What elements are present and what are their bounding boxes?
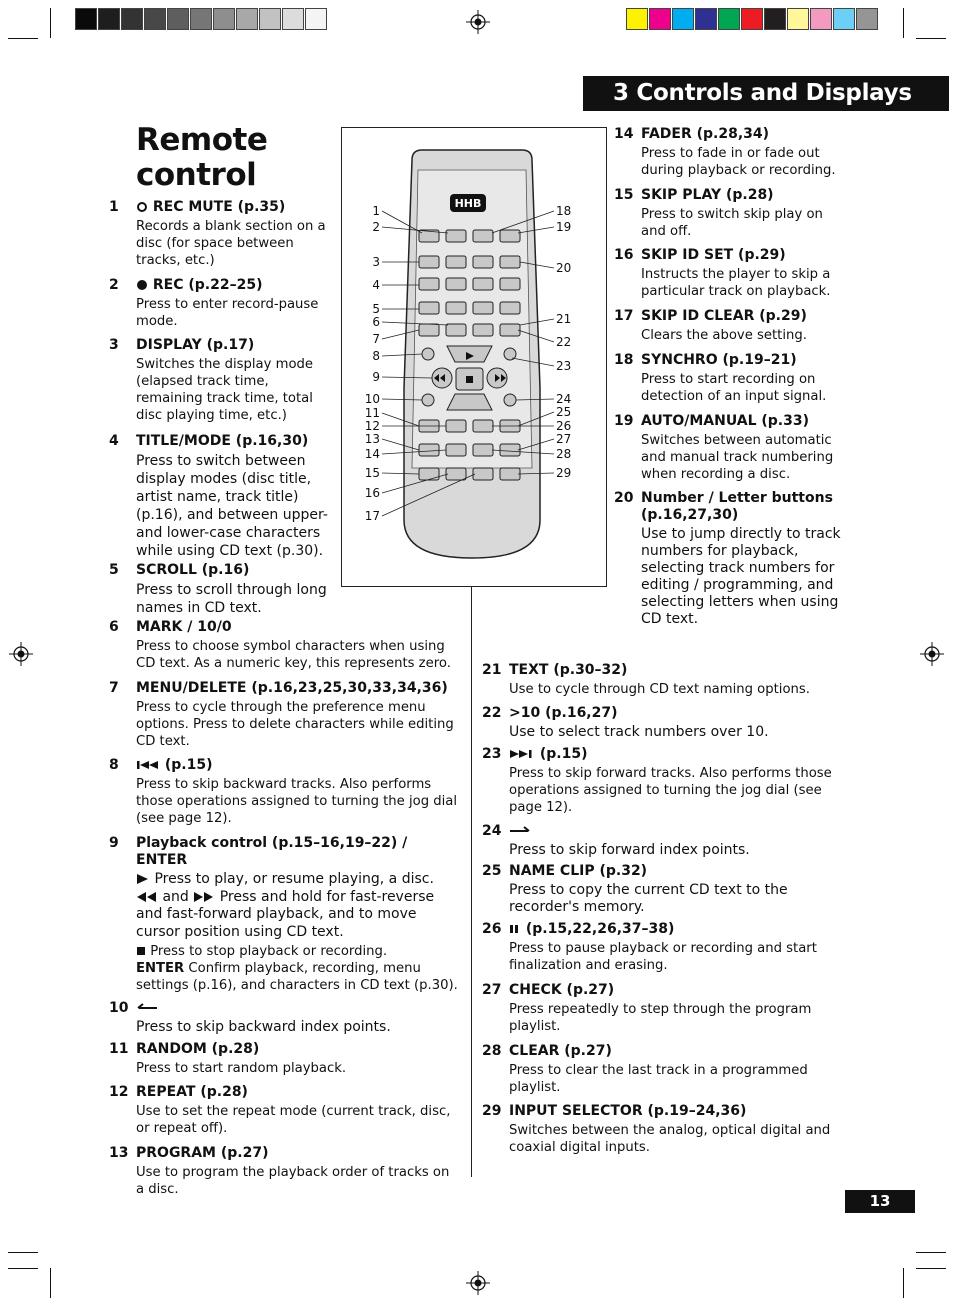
item-number: 12	[109, 1084, 129, 1100]
item-15	[614, 187, 841, 240]
item-number: 27	[482, 982, 502, 998]
enter-description: Confirm playback, recording, menu settings (p.16), and characters in CD text (p.30).	[136, 961, 458, 993]
callout-number: 6	[372, 315, 380, 329]
item-body: Records a blank section on a disc (for space between tracks, etc.)	[136, 219, 326, 268]
item-body: Press to skip forward tracks. Also performs those operations assigned to turning the jog dial (see page 12).	[509, 766, 832, 815]
callout-number: 2	[372, 220, 380, 234]
item-body: Press to switch skip play on and off.	[641, 207, 823, 239]
item-number: 19	[614, 413, 634, 429]
callout-number: 26	[556, 419, 572, 433]
item-13	[109, 1145, 461, 1198]
item-body: Use to cycle through CD text naming options.	[509, 682, 810, 697]
column-divider	[471, 587, 472, 1177]
item-title: INPUT SELECTOR (p.19–24,36)	[509, 1103, 747, 1119]
item-body: Use to jump directly to track numbers for playback, selecting track numbers for editing / programming, and selecting letters when using CD text.	[641, 526, 841, 627]
item-body: Switches the display mode (elapsed track time, remaining track time, total disc playing time, etc.)	[136, 357, 314, 423]
item-7	[109, 680, 461, 750]
skip-back-icon	[136, 760, 160, 770]
item-body: Press to cycle through the preference menu options. Press to delete characters while editing CD text.	[136, 700, 454, 749]
color-swatch	[787, 8, 809, 30]
item-title: RANDOM (p.28)	[136, 1041, 260, 1057]
color-swatch	[856, 8, 878, 30]
arrow-right-icon	[509, 826, 531, 836]
item-number: 15	[614, 187, 634, 203]
gray-swatch	[98, 8, 120, 30]
callout-number: 9	[372, 370, 380, 384]
registration-mark-icon	[466, 1271, 490, 1295]
callout-number: 14	[364, 447, 380, 461]
registration-mark-icon	[466, 10, 490, 34]
item-number: 25	[482, 863, 502, 879]
item-18	[614, 352, 841, 405]
item-title: REC MUTE (p.35)	[152, 199, 286, 215]
item-number: 22	[482, 705, 502, 721]
item-2	[109, 277, 336, 330]
item-number: 16	[614, 247, 634, 263]
item-body: Instructs the player to skip a particular track on playback.	[641, 267, 831, 299]
item-title: FADER (p.28,34)	[641, 126, 770, 142]
item-19	[614, 413, 841, 483]
gray-swatch	[121, 8, 143, 30]
filled-circle-icon	[136, 279, 148, 291]
item-17	[614, 308, 841, 344]
registration-mark-icon	[920, 642, 944, 666]
gray-swatch	[167, 8, 189, 30]
item-10	[109, 1000, 461, 1036]
gray-swatch	[305, 8, 327, 30]
callout-number: 4	[372, 278, 380, 292]
callout-number: 29	[556, 466, 572, 480]
color-swatch	[810, 8, 832, 30]
item-body: Press to skip forward index points.	[509, 842, 750, 858]
item-title: SKIP PLAY (p.28)	[641, 187, 774, 203]
arrow-left-icon	[136, 1003, 158, 1013]
callout-number: 12	[364, 419, 380, 433]
play-icon	[136, 874, 150, 884]
callout-number: 22	[556, 335, 572, 349]
item-number: 13	[109, 1145, 129, 1161]
rew-ff-description: Press and hold for fast-reverse and fast-forward playback, and to move cursor position using CD text.	[136, 888, 435, 940]
item-number: 17	[614, 308, 634, 324]
item-number: 29	[482, 1103, 502, 1119]
section-header: 3 Controls and Displays	[583, 76, 949, 111]
item-title: REPEAT (p.28)	[136, 1084, 248, 1100]
item-title: (p.15)	[539, 746, 588, 762]
item-28	[482, 1043, 839, 1096]
registration-mark-icon	[9, 642, 33, 666]
item-number: 21	[482, 662, 502, 678]
item-number: 11	[109, 1041, 129, 1057]
item-3	[109, 337, 326, 424]
stop-description: Press to stop playback or recording.	[150, 944, 388, 959]
item-title: SYNCHRO (p.19–21)	[641, 352, 797, 368]
item-22	[482, 705, 839, 741]
item-29	[482, 1103, 839, 1156]
remote-logo-text: HHB	[454, 197, 482, 210]
item-title: REC (p.22–25)	[152, 277, 263, 293]
item-body: Press to pause playback or recording and start finalization and erasing.	[509, 941, 817, 973]
item-body: Press to choose symbol characters when using CD text. As a numeric key, this represents zero.	[136, 639, 451, 671]
gray-swatch	[144, 8, 166, 30]
item-24	[482, 823, 839, 859]
item-number: 4	[109, 433, 119, 449]
open-circle-icon	[136, 201, 148, 213]
item-body: Press to start recording on detection of an input signal.	[641, 372, 827, 404]
callout-number: 7	[372, 332, 380, 346]
item-number: 23	[482, 746, 502, 762]
item-number: 7	[109, 680, 119, 696]
item-title: >10 (p.16,27)	[509, 705, 618, 721]
item-number: 10	[109, 1000, 129, 1016]
item-number: 8	[109, 757, 119, 773]
callout-number: 5	[372, 302, 380, 316]
item-body: Use to select track numbers over 10.	[509, 724, 769, 740]
color-swatch	[649, 8, 671, 30]
callout-number: 3	[372, 255, 380, 269]
item-11	[109, 1041, 461, 1077]
callout-number: 1	[372, 204, 380, 218]
item-number: 20	[614, 490, 634, 506]
callout-number: 18	[556, 204, 572, 218]
item-number: 5	[109, 562, 119, 578]
item-title: CLEAR (p.27)	[509, 1043, 612, 1059]
callout-number: 21	[556, 312, 572, 326]
item-body: Press to scroll through long names in CD text.	[136, 582, 327, 616]
gray-swatch	[75, 8, 97, 30]
item-20	[614, 490, 841, 628]
callout-number: 10	[364, 392, 380, 406]
color-swatch	[764, 8, 786, 30]
item-27	[482, 982, 839, 1035]
item-body: Press to skip backward index points.	[136, 1019, 391, 1035]
item-6	[109, 619, 461, 672]
callout-number: 28	[556, 447, 572, 461]
item-title: SKIP ID CLEAR (p.29)	[641, 308, 807, 324]
gray-swatch	[213, 8, 235, 30]
item-body: Clears the above setting.	[641, 328, 807, 343]
stop-icon	[136, 946, 146, 956]
item-26	[482, 921, 839, 974]
item-title: (p.15,22,26,37–38)	[525, 921, 675, 937]
item-body: Switches between the analog, optical digital and coaxial digital inputs.	[509, 1123, 831, 1155]
item-title: MENU/DELETE (p.16,23,25,30,33,34,36)	[136, 680, 448, 696]
callout-number: 13	[364, 432, 380, 446]
item-body: Press to copy the current CD text to the recorder's memory.	[509, 882, 788, 915]
item-number: 24	[482, 823, 502, 839]
item-14	[614, 126, 841, 179]
page-title-line1: Remote	[136, 122, 268, 158]
item-title: Number / Letter buttons (p.16,27,30)	[641, 490, 833, 523]
gray-swatch	[259, 8, 281, 30]
item-body: Press to switch between display modes (disc title, artist name, track title) (p.16), and between upper- and lower-case characters while using CD text (p.30).	[136, 453, 328, 559]
item-title: TITLE/MODE (p.16,30)	[136, 433, 309, 449]
callout-number: 27	[556, 432, 572, 446]
item-body: Press repeatedly to step through the program playlist.	[509, 1002, 812, 1034]
color-swatch	[672, 8, 694, 30]
color-swatch	[833, 8, 855, 30]
item-title: TEXT (p.30–32)	[509, 662, 628, 678]
fast-forward-icon	[193, 892, 215, 902]
gray-swatch	[236, 8, 258, 30]
item-body: Switches between automatic and manual track numbering when recording a disc.	[641, 433, 834, 482]
callout-number: 24	[556, 392, 572, 406]
item-number: 28	[482, 1043, 502, 1059]
remote-figure	[341, 127, 607, 587]
item-title: (p.15)	[164, 757, 213, 773]
item-9	[109, 835, 461, 994]
item-title: Playback control (p.15–16,19–22) / ENTER	[136, 835, 408, 868]
item-number: 14	[614, 126, 634, 142]
item-title: CHECK (p.27)	[509, 982, 615, 998]
item-body: Use to program the playback order of tracks on a disc.	[136, 1165, 450, 1197]
callout-number: 20	[556, 261, 572, 275]
callout-number: 11	[364, 406, 380, 420]
item-title: SKIP ID SET (p.29)	[641, 247, 786, 263]
skip-forward-icon	[509, 749, 535, 759]
enter-label: ENTER	[136, 961, 185, 976]
item-body: Press to clear the last track in a programmed playlist.	[509, 1063, 808, 1095]
item-number: 6	[109, 619, 119, 635]
item-number: 2	[109, 277, 119, 293]
item-number: 3	[109, 337, 119, 353]
item-number: 18	[614, 352, 634, 368]
color-swatch	[626, 8, 648, 30]
item-title: MARK / 10/0	[136, 619, 232, 635]
item-title: PROGRAM (p.27)	[136, 1145, 269, 1161]
item-12	[109, 1084, 461, 1137]
callout-number: 19	[556, 220, 572, 234]
item-8	[109, 757, 461, 827]
callout-number: 16	[364, 486, 380, 500]
item-1	[109, 199, 336, 269]
remote-illustration	[342, 128, 605, 585]
item-23	[482, 746, 839, 816]
callout-number: 8	[372, 349, 380, 363]
color-swatch	[695, 8, 717, 30]
item-title: SCROLL (p.16)	[136, 562, 250, 578]
item-number: 26	[482, 921, 502, 937]
play-description: Press to play, or resume playing, a disc.	[154, 871, 434, 887]
callout-number: 17	[364, 509, 380, 523]
item-title: AUTO/MANUAL (p.33)	[641, 413, 810, 429]
item-body: Press to start random playback.	[136, 1061, 347, 1076]
callout-number: 23	[556, 359, 572, 373]
item-body: Press to fade in or fade out during playback or recording.	[641, 146, 836, 178]
item-body: Press to enter record-pause mode.	[136, 297, 319, 329]
item-21	[482, 662, 839, 698]
item-number: 9	[109, 835, 119, 851]
item-title: DISPLAY (p.17)	[136, 337, 255, 353]
color-swatch	[718, 8, 740, 30]
item-number: 1	[109, 199, 119, 215]
color-swatch	[741, 8, 763, 30]
callout-number: 15	[364, 466, 380, 480]
item-5	[109, 561, 336, 617]
gray-swatch	[190, 8, 212, 30]
item-body: Use to set the repeat mode (current track, disc, or repeat off).	[136, 1104, 451, 1136]
gray-swatch	[282, 8, 304, 30]
item-4	[109, 432, 334, 560]
item-16	[614, 247, 841, 300]
item-body: Press to skip backward tracks. Also performs those operations assigned to turning the jog dial (see page 12).	[136, 777, 458, 826]
item-title: NAME CLIP (p.32)	[509, 863, 648, 879]
item-25	[482, 863, 839, 916]
rew-ff-and: and	[162, 888, 189, 905]
pause-icon	[509, 924, 521, 934]
rewind-icon	[136, 892, 158, 902]
page-title-line2: control	[136, 157, 257, 193]
callout-number: 25	[556, 405, 572, 419]
page-title	[136, 123, 267, 193]
page-number: 13	[845, 1190, 915, 1213]
